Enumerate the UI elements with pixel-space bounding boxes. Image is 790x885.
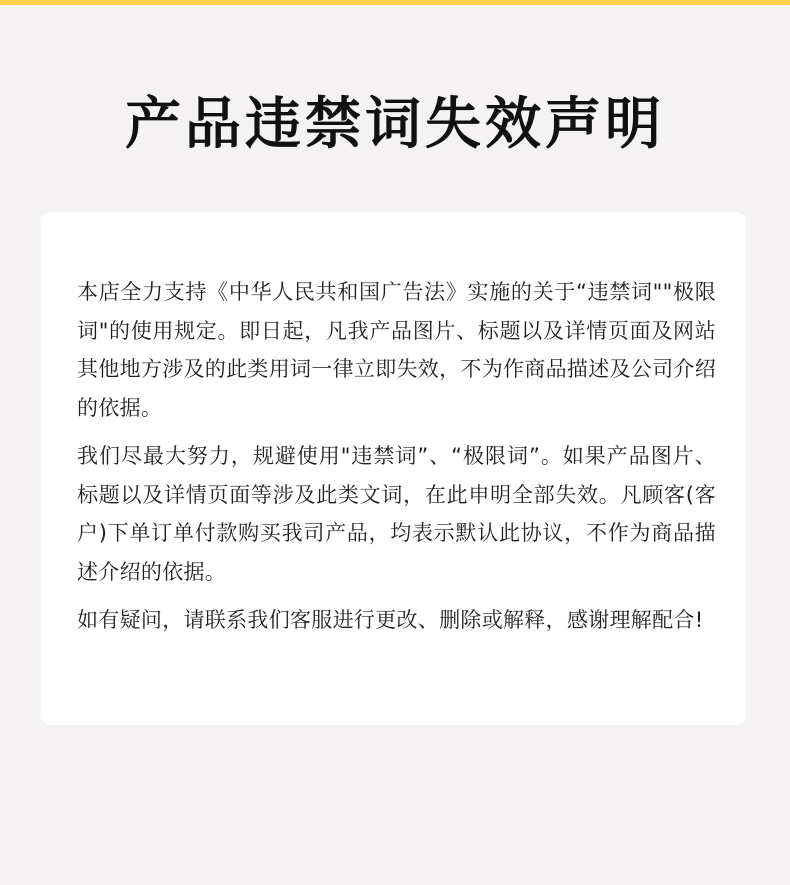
- top-accent-stripe: [0, 0, 790, 5]
- notice-paragraph-contact: 如有疑问，请联系我们客服进行更改、删除或解释，感谢理解配合!: [77, 608, 704, 632]
- page-title: 产品违禁词失效声明: [125, 92, 665, 157]
- notice-paragraph-support: 本店全力支持《中华人民共和国广告法》实施的关于“违禁词""极限词"的使用规定。即日起，凡我产品图片、标题以及详情页面及网站其他地方涉及的此类用词一律立即失效，不为作商品描述及公司介绍的依据。: [77, 280, 716, 420]
- notice-paragraph-invalidation: 我们尽最大努力，规避使用"违禁词”、“极限词”。如果产品图片、标题以及详情页面等涉及此类文词，在此申明全部失效。凡顾客(客户)下单订单付款购买我司产品，均表示默认此协议，不作为商品描述介绍的依据。: [77, 444, 716, 584]
- notice-card: [41, 212, 746, 725]
